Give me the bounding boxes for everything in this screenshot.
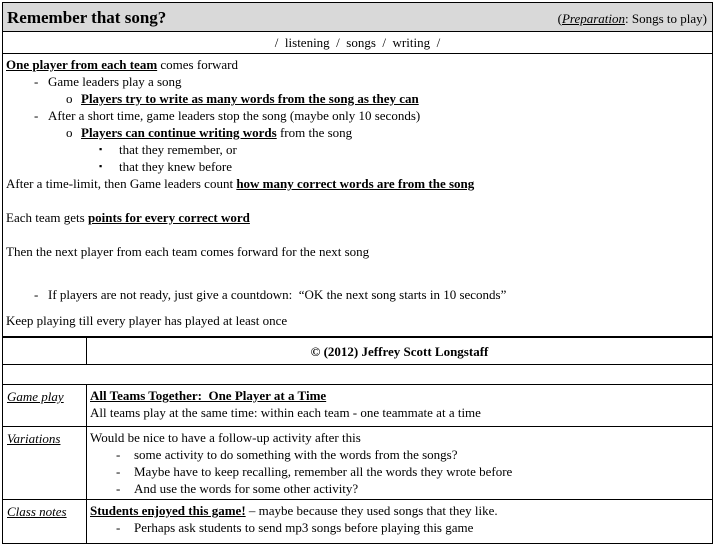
instruction-line <box>6 175 709 192</box>
document <box>2 2 713 544</box>
instruction-line <box>6 56 709 73</box>
spacer <box>6 192 709 209</box>
bullet-text: Game leaders play a song <box>48 74 182 89</box>
instruction-line <box>6 209 709 226</box>
class-notes-cell <box>87 500 713 544</box>
variations-cell <box>87 427 713 500</box>
bullet-item <box>90 446 709 463</box>
preparation-rest: : Songs to play) <box>625 11 707 26</box>
emphasis-text: points for every correct word <box>87 210 250 225</box>
bullet-item <box>90 463 709 480</box>
instructions-cell <box>3 54 713 337</box>
instruction-line: Then the next player from each team comes forward for the next song <box>6 244 370 259</box>
circle-bullet-icon: o <box>66 91 73 106</box>
bullet-item <box>6 90 709 107</box>
bullet-text-emphasis: Players try to write as many words from the song as they can <box>81 91 419 106</box>
bullet-text: Perhaps ask students to send mp3 songs before playing this game <box>134 520 474 535</box>
game-play-text: All teams play at the same time: within each team - one teammate at a time <box>90 405 481 420</box>
bullet-text: that they knew before <box>119 159 232 174</box>
bullet-item <box>6 73 709 90</box>
bullet-item <box>90 519 709 536</box>
page-title: Remember that song? <box>7 8 167 27</box>
dash-bullet-icon: - <box>34 287 39 302</box>
spacer <box>6 303 709 312</box>
preparation-open-paren: ( <box>557 11 562 26</box>
title-bar <box>3 3 713 32</box>
spacer <box>6 260 709 286</box>
emphasis-text: All Teams Together: One Player at a Time <box>90 388 327 403</box>
bullet-text: If players are not ready, just give a countdown: “OK the next song starts in 10 seconds” <box>48 287 507 302</box>
header-table <box>2 2 713 337</box>
row-label-game-play: Game play <box>7 389 64 404</box>
bullet-text: Maybe have to keep recalling, remember all the words they wrote before <box>134 464 513 479</box>
dash-bullet-icon: - <box>116 464 121 479</box>
bullet-text: some activity to do something with the words from the songs? <box>134 447 458 462</box>
emphasis-text: Players can continue writing words <box>81 125 277 140</box>
dash-bullet-icon: - <box>116 447 121 462</box>
dash-bullet-icon: - <box>34 74 39 89</box>
copyright-label-cell <box>3 338 87 365</box>
row-label-cell <box>3 500 87 544</box>
emphasis-text: One player from each team <box>6 57 158 72</box>
plain-text: – maybe because they used songs that they like. <box>245 503 498 518</box>
bullet-item <box>6 141 709 158</box>
bullet-item <box>6 124 709 141</box>
spacer <box>6 226 709 243</box>
skills-tags-row: / listening / songs / writing / <box>3 32 713 54</box>
empty-row <box>3 365 713 385</box>
bullet-text <box>81 124 352 141</box>
variations-intro: Would be nice to have a follow-up activity after this <box>90 430 361 445</box>
bullet-item <box>90 480 709 497</box>
bullet-item <box>6 158 709 175</box>
game-play-heading <box>90 387 709 404</box>
row-label-cell <box>3 427 87 500</box>
row-label-variations: Variations <box>7 431 61 446</box>
bullet-item <box>6 286 709 303</box>
emphasis-text: how many correct words are from the song <box>236 176 475 191</box>
row-label-class-notes: Class notes <box>7 504 67 519</box>
preparation-label: Preparation <box>561 11 626 26</box>
details-table <box>2 337 713 544</box>
circle-bullet-icon: o <box>66 125 73 140</box>
bullet-text: After a short time, game leaders stop the song (maybe only 10 seconds) <box>48 108 421 123</box>
bullet-text: that they remember, or <box>119 142 237 157</box>
copyright-line: © (2012) Jeffrey Scott Longstaff <box>310 344 489 359</box>
square-bullet-icon: ▪ <box>99 144 103 154</box>
dash-bullet-icon: - <box>116 520 121 535</box>
plain-text: comes forward <box>157 57 239 72</box>
dash-bullet-icon: - <box>116 481 121 496</box>
dash-bullet-icon: - <box>34 108 39 123</box>
row-label-cell <box>3 385 87 427</box>
class-notes-line <box>90 502 709 519</box>
plain-text: from the song <box>276 125 353 140</box>
plain-text: After a time-limit, then Game leaders count <box>6 176 237 191</box>
preparation-note <box>558 10 707 27</box>
copyright-cell <box>87 338 713 365</box>
bullet-item <box>6 107 709 124</box>
game-play-cell <box>87 385 713 427</box>
plain-text: Each team gets <box>6 210 88 225</box>
bullet-text: And use the words for some other activity? <box>134 481 359 496</box>
emphasis-text: Students enjoyed this game! <box>90 503 246 518</box>
square-bullet-icon: ▪ <box>99 161 103 171</box>
instruction-line: Keep playing till every player has played at least once <box>6 313 288 328</box>
